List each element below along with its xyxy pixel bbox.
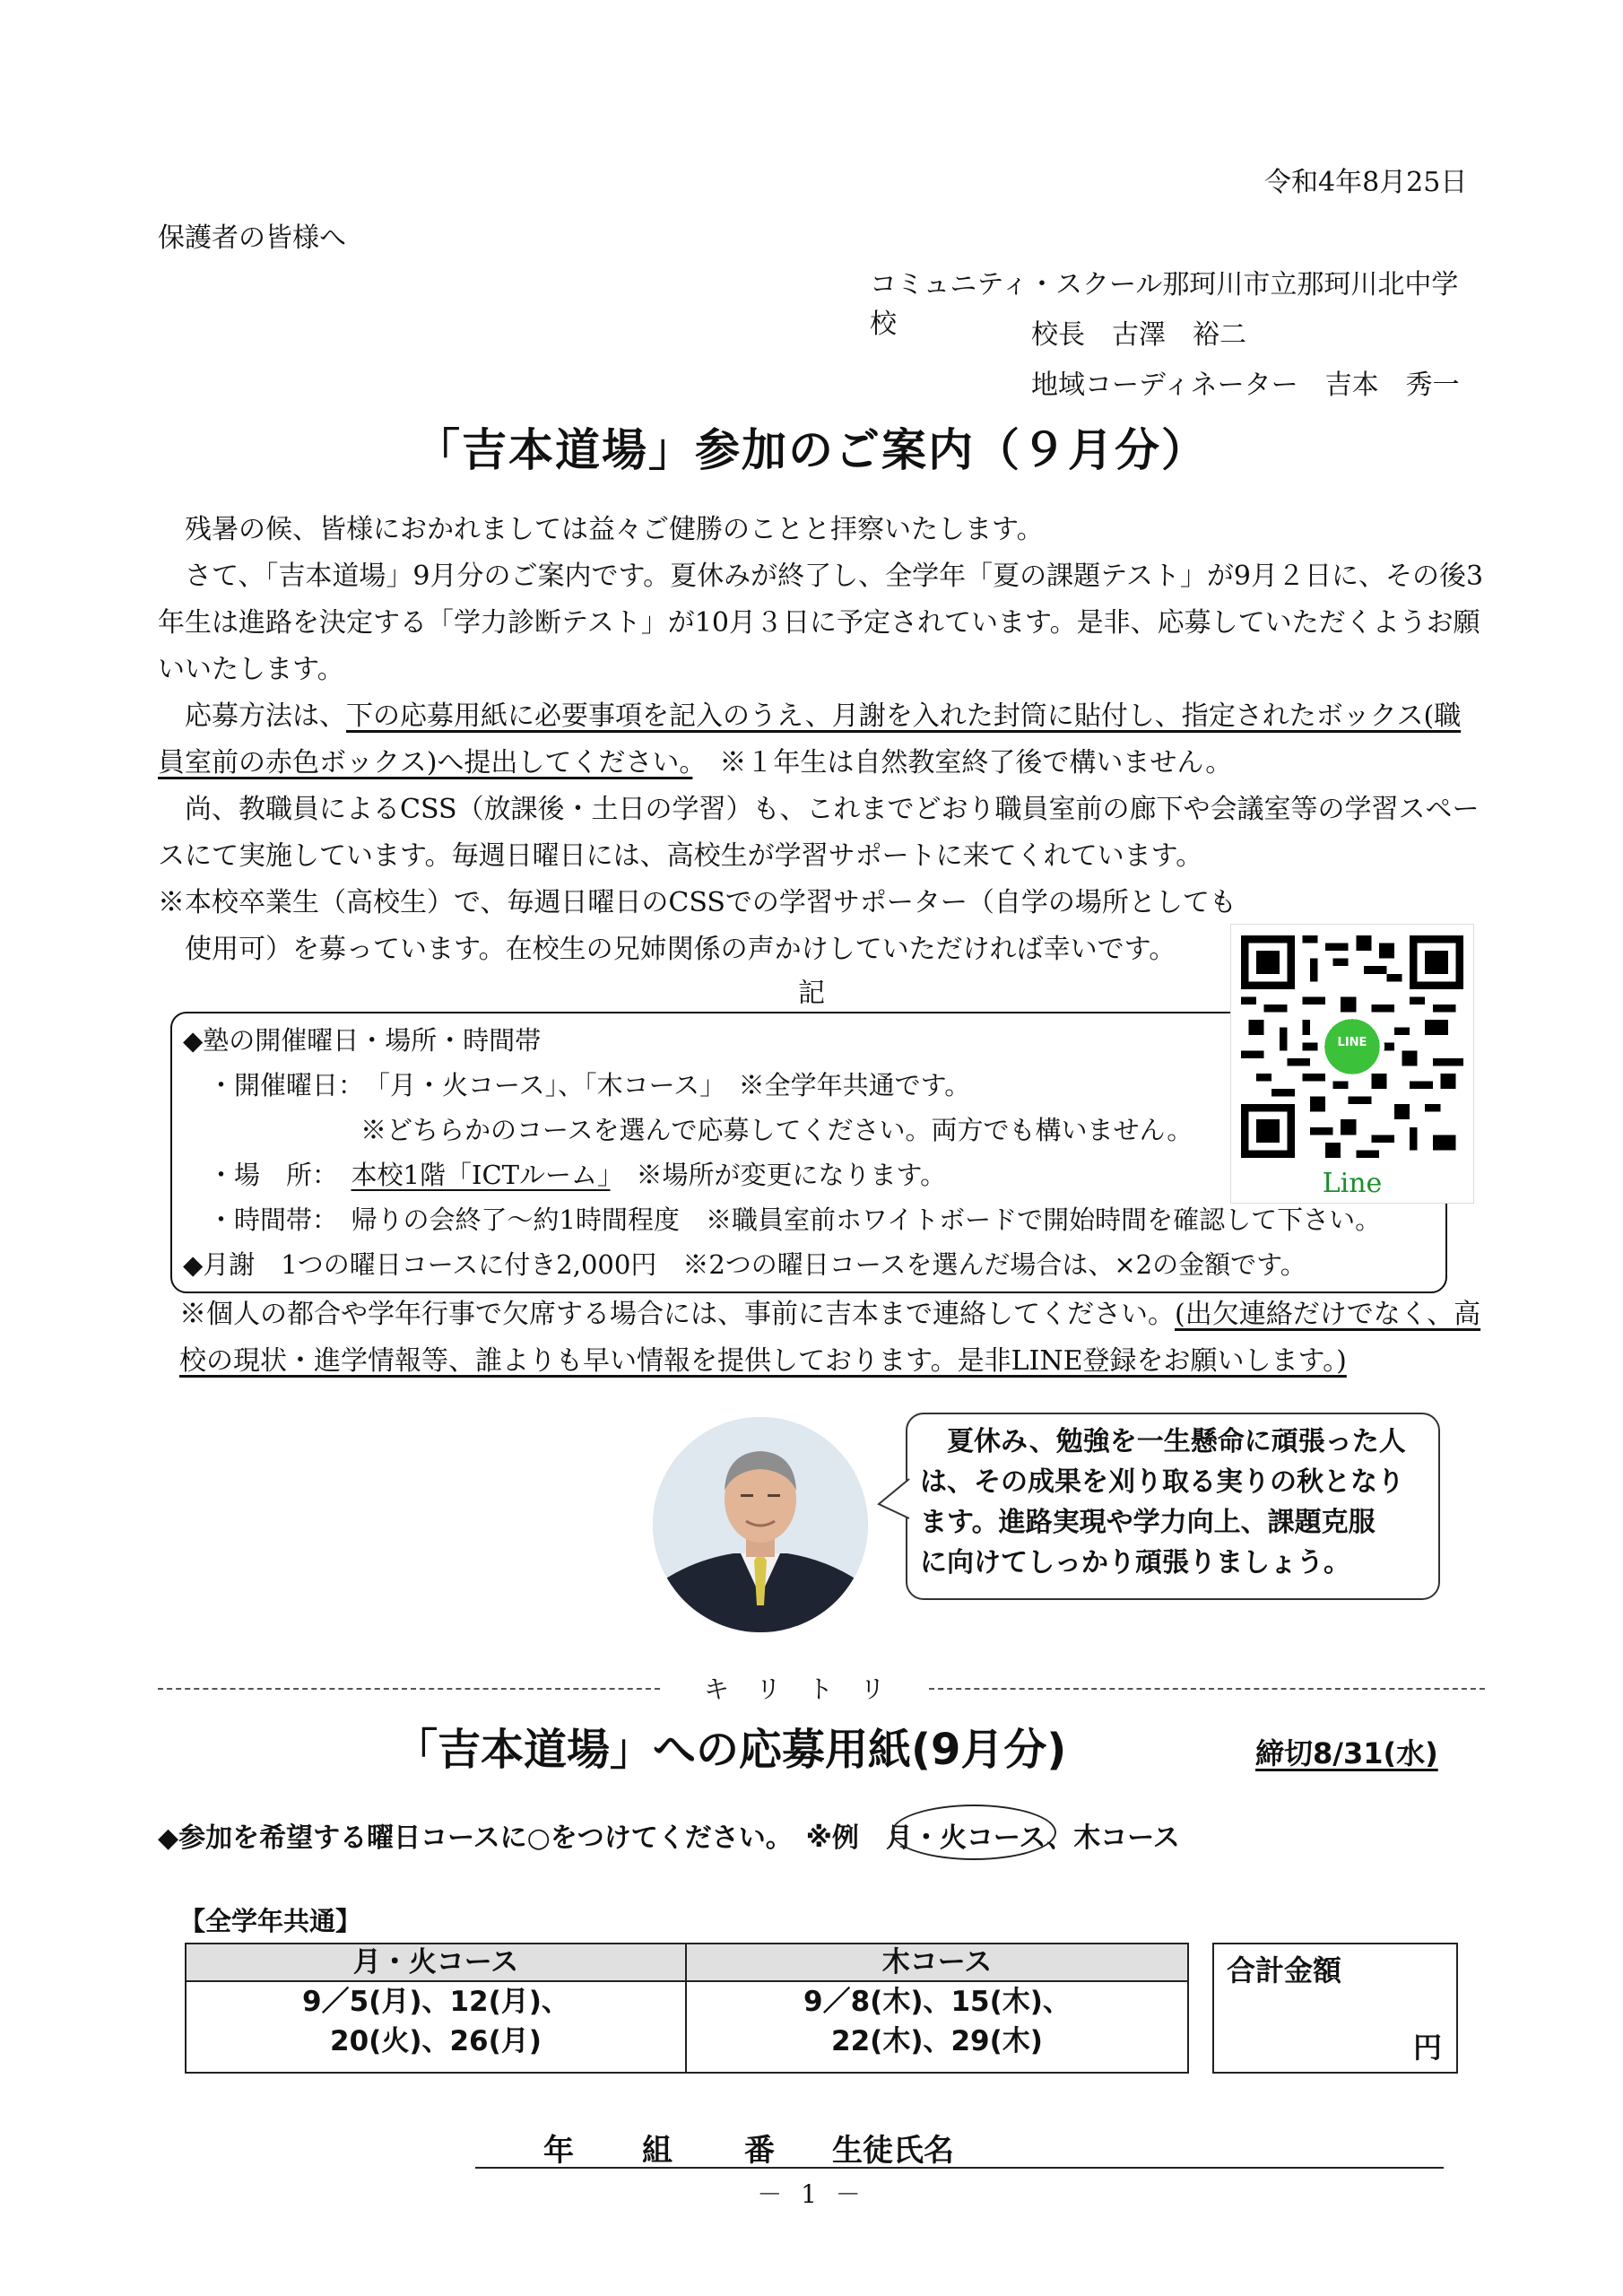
cut-label: キリトリ (703, 1674, 912, 1704)
number-field-label: 番 (744, 2133, 775, 2169)
place-value: 本校1階「ICTルーム」 (351, 1160, 611, 1190)
info-heading: ◆塾の開催曜日・場所・時間帯 (183, 1025, 542, 1056)
course-dates-montue[interactable] (187, 1982, 685, 2061)
body-text (158, 507, 1485, 973)
paragraph-css: 尚、教職員によるCSS（放課後・土日の学習）も、これまでどおり職員室前の廊下や会議室等の学習スペースにて実施しています。毎週日曜日には、高校生が学習サポートに来てくれています。 (158, 794, 1480, 872)
montue-dates-line-2: 20(火)、26(月) (330, 2025, 542, 2057)
method-lead: 応募方法は、 (185, 700, 346, 732)
bubble-line-3: ます。進路実現や学力向上、課題克服 (920, 1507, 1376, 1538)
paragraph-intro: さて、「吉本道場」9月分のご案内です。夏休みが終了し、全学年「夏の課題テスト」が9月２日に、その後3年生は進路を決定する「学力診断テスト」が10月３日に予定されています。是非、応募していただくようお願いいたします。 (158, 561, 1484, 685)
addressee: 保護者の皆様へ (158, 222, 346, 254)
sender-principal: 校長 古澤 裕二 (1031, 319, 1246, 351)
line-qr-code[interactable] (1230, 924, 1474, 1204)
cut-dash-right (929, 1688, 1485, 1690)
footnote-lead: ※個人の都合や学年行事で欠席する場合には、事前に吉本まで連絡してください。 (179, 1299, 1175, 1330)
place-note: ※場所が変更になります。 (636, 1160, 947, 1190)
thu-dates-line-2: 22(木)、29(木) (831, 2025, 1043, 2057)
method-underlined: 下の応募用紙に必要事項を記入のうえ、月謝を入れた封筒に貼付し、指定されたボックス(職員室前の赤色ボックス)へ提出してください。 (158, 700, 1462, 778)
grade-label: 【全学年共通】 (179, 1906, 362, 1936)
cut-dash-left (158, 1688, 660, 1690)
sender-school: コミュニティ・スクール那珂川市立那珂川北中学校 (870, 269, 1459, 340)
date: 令和4年8月25日 (1264, 167, 1468, 198)
place-label: ・場 所： (208, 1160, 325, 1190)
speech-bubble (906, 1413, 1440, 1600)
course-header-montue: 月・火コース (187, 1944, 685, 1982)
ki-label: 記 (798, 978, 825, 1009)
footnote-underlined: (出欠連絡だけでなく、高校の現状・進学情報等、誰よりも早い情報を提供しております。是非LINE登録をお願いします。) (179, 1299, 1481, 1377)
footnote (179, 1292, 1488, 1385)
days-label: ・開催曜日： (208, 1070, 352, 1100)
portrait-image (653, 1417, 868, 1632)
document-title: 「吉本道場」参加のご案内（９月分） (415, 424, 1208, 476)
coordinator-photo (653, 1417, 868, 1632)
form-title: 「吉本道場」への応募用紙(9月分) (395, 1725, 1067, 1775)
deadline (1255, 1731, 1438, 1772)
example-circle-mark (891, 1805, 1056, 1860)
montue-dates-line-1: 9／5(月)、12(月)、 (302, 1986, 569, 2018)
form-instruction (158, 1815, 1180, 1855)
bubble-tail-icon (877, 1477, 911, 1522)
sender-block (870, 262, 1480, 413)
course-header-thu: 木コース (687, 1944, 1187, 1982)
sender-coordinator: 地域コーディネーター 吉本 秀一 (1031, 370, 1460, 401)
total-label: 合計金額 (1227, 1953, 1342, 1987)
info-fee: ◆月謝 1つの曜日コースに付き2,000円 ※2つの曜日コースを選んだ場合は、×2の金額です。 (183, 1249, 1306, 1280)
line-badge: LINE (1337, 1036, 1367, 1049)
method-note: ※１年生は自然教室終了後で構いません。 (692, 747, 1233, 778)
paragraph-greeting: 残暑の候、皆様におかれましては益々ご健勝のことと拝察いたします。 (185, 514, 1044, 545)
paragraph-recruit: ※本校卒業生（高校生）で、毎週日曜日のCSSでの学習サポーター（自学の場所としても使用可）を募っています。在校生の兄姉関係の声かけしていただければ幸いです。 (158, 887, 1237, 965)
info-days (208, 1065, 970, 1102)
info-days-note: ※どちらかのコースを選んで応募してください。両方でも構いません。 (360, 1115, 1193, 1145)
deadline-text: 締切8/31(水) (1255, 1736, 1438, 1770)
thu-dates-line-1: 9／8(木)、15(木)、 (803, 1986, 1071, 2018)
bubble-line-4: に向けてしっかり頑張りましょう。 (920, 1547, 1350, 1578)
time-label: ・時間帯： (208, 1205, 325, 1235)
total-unit: 円 (1412, 2031, 1442, 2065)
days-value: 「月・火コース」、「木コース」 ※全学年共通です。 (377, 1070, 971, 1100)
cut-line (158, 1670, 1485, 1706)
time-value: 帰りの会終了～約1時間程度 ※職員室前ホワイトボードで開始時間を確認して下さい。 (351, 1205, 1382, 1235)
total-amount-box[interactable] (1212, 1943, 1458, 2074)
class-field-label: 組 (642, 2133, 673, 2169)
paragraph-method (158, 693, 1485, 787)
info-place (208, 1155, 946, 1192)
bubble-line-1: 夏休み、勉強を一生懸命に頑張った人 (947, 1426, 1406, 1457)
course-table (185, 1943, 1189, 2074)
grade-field-label: 年 (543, 2133, 574, 2169)
page-number: － 1 － (757, 2179, 866, 2209)
instruction-text: ◆参加を希望する曜日コースに○をつけてください。 ※例 月・火コース、木コース (158, 1822, 1180, 1854)
qr-label: Line (1322, 1168, 1383, 1199)
course-dates-thu[interactable] (687, 1982, 1187, 2061)
student-name-label: 生徒氏名 (832, 2133, 954, 2169)
student-name-line[interactable] (475, 2124, 1444, 2169)
info-time (208, 1200, 1381, 1237)
bubble-message (920, 1422, 1431, 1583)
bubble-line-2: は、その成果を刈り取る実りの秋となり (920, 1466, 1404, 1498)
